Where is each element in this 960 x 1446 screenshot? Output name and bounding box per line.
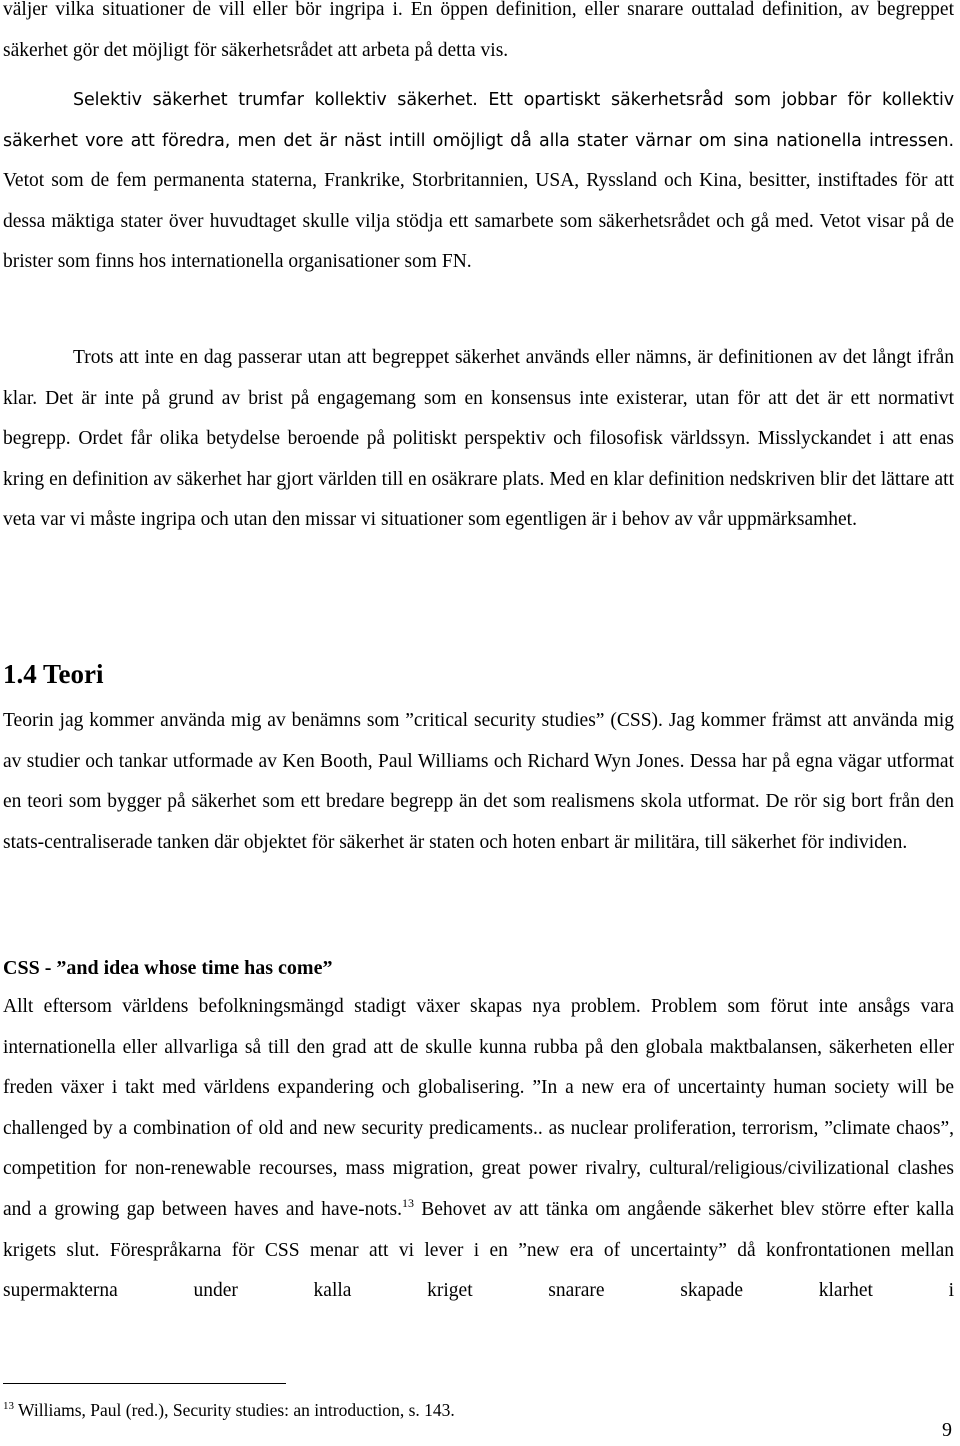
section-heading: 1.4 Teori	[3, 659, 104, 689]
page-number: 9	[942, 1419, 952, 1441]
paragraph-intro: väljer vilka situationer de vill eller bör ingripa i. En öppen definition, eller snarare outtalad definition, av begreppet säkerhet gör det möjligt för säkerhetsrådet att arbeta på detta vis.	[3, 0, 954, 61]
paragraph-selective-security-sans-text: Selektiv säkerhet trumfar kollektiv säkerhet. Ett opartiskt säkerhetsråd som jobbar för kollektiv säkerhet vore att föredra, men det är näst intill omöjligt då alla stater värnar om sina nationella intressen.	[3, 90, 954, 151]
paragraph-css-text-a: Allt eftersom världens befolkningsmängd stadigt växer skapas nya problem. Problem som förut inte ansågs vara internationella eller allvarliga så till den grad att de skulle kunna rubba på den globala maktbalansen, säkerheten eller freden växer i takt med världens expandering och globalisering. ”In a new era of uncertainty human society will be challenged by a combination of old and new security predicaments.. as nuclear proliferation, terrorism, ”climate chaos”, competition for non-renewable recourses, mass migration, great power rivalry, cultural/religious/civilizational clashes and a growing gap between haves and have-nots.	[3, 996, 954, 1220]
paragraph-selective-security	[3, 80, 954, 283]
paragraph-selective-security-serif-text: Vetot som de fem permanenta staterna, Frankrike, Storbritannien, USA, Ryssland och Kina, besitter, instiftades för att dessa mäktiga stater över huvudtaget skulle vilja stödja ett samarbete som säkerhetsrådet och gå med. Vetot visar på de brister som finns hos internationella organisationer som FN.	[3, 170, 954, 273]
paragraph-theory: Teorin jag kommer använda mig av benämns som ”critical security studies” (CSS). Jag kommer främst att använda mig av studier och tankar utformade av Ken Booth, Paul Williams och Richard Wyn Jones. Dessa har på egna vägar utformat en teori som bygger på säkerhet som ett bredare begrepp än det som realismens skola utformat. De rör sig bort från den stats-centraliserade tanken där objektet för säkerhet är staten och hoten enbart är militära, till säkerhet för individen.	[3, 710, 954, 853]
paragraph-css-text-b: Behovet av att tänka om angående säkerhet blev större efter kalla krigets slut. Förespråkarna för CSS menar att vi lever i en ”new era of uncertainty” då konfrontationen mellan supermakterna under kalla kriget snarare skapade klarhet i	[3, 1198, 954, 1302]
footnote-number: 13	[3, 1400, 14, 1412]
subsection-heading: CSS - ”and idea whose time has come”	[3, 957, 333, 979]
footnote-divider	[3, 1383, 286, 1384]
paragraph-css	[3, 987, 954, 1312]
document-page	[3, 0, 954, 1446]
footnote-text: Williams, Paul (red.), Security studies: an introduction, s. 143.	[14, 1400, 455, 1420]
footnote	[3, 1396, 455, 1424]
footnote-reference[interactable]: 13	[401, 1195, 414, 1210]
paragraph-definition: Trots att inte en dag passerar utan att begreppet säkerhet används eller nämns, är definitionen av det långt ifrån klar. Det är inte på grund av brist på engagemang som en konsensus inte existerar, utan för att det är ett normativt begrepp. Ordet får olika betydelse beroende på politiskt perspektiv och filosofisk världssyn. Misslyckandet i att enas kring en definition av säkerhet har gjort världen till en osäkrare plats. Med en klar definition nedskriven blir det lättare att veta var vi måste ingripa och utan den missar vi situationer som egentligen är i behov av vår uppmärksamhet.	[3, 347, 954, 531]
